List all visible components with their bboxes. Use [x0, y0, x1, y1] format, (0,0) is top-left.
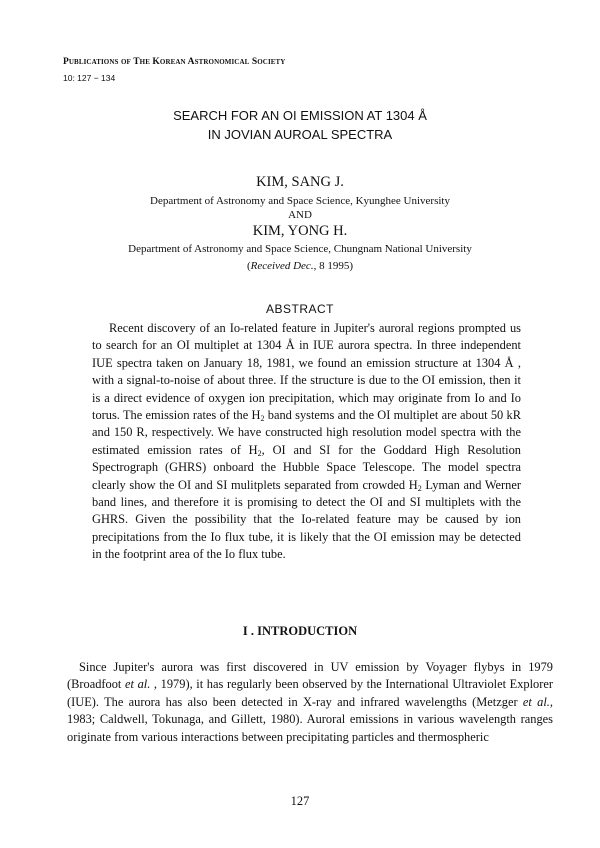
intro-text-2: , 1979), it has regularly been observed by the International Ultraviolet Explorer (IUE). The aurora has also been detected in X-ray and infrared wavelengths (Metzger: [67, 677, 554, 709]
subscript-2: 2: [257, 448, 262, 458]
abstract-text-3: , OI and SI for the Goddard High Resolution Spectrograph (GHRS) onboard the Hubble Space Telescope. The model spectra clearly show the OI and SI mulitplets separated from crowded H: [92, 442, 522, 492]
journal-name-part1: Publications of: [63, 57, 131, 67]
affiliation-2: Department of Astronomy and Space Science, Chungnam National University: [128, 243, 472, 255]
abstract-text-4: Lyman and Werner band lines, and therefore it is promising to detect the OI and SI multiplets with the GHRS. Given the possibility that the Io-related feature may be caused by ion precipitations from the Io flux tube, it is likely that the OI emission may be detected in the footprint area of the Io flux tube.: [92, 477, 521, 562]
section-heading-introduction: I . INTRODUCTION: [242, 624, 358, 638]
affiliation-1: Department of Astronomy and Space Science, Kyunghee University: [150, 195, 450, 207]
abstract-body: [92, 320, 521, 564]
abstract-text-1: Recent discovery of an Io-related feature in Jupiter's auroral regions prompted us to search for an OI multiplet at 1304 Å in IUE aurora spectra. In three independent IUE spectra taken on January 18, 1981, we found an emission structure at 1304 Å , with a signal-to-noise of about three. If the structure is due to the OI emission, then it is a direct evidence of oxygen ion precipitation, which may originate from Io and Io torus. The emission rates of the H: [92, 321, 521, 423]
et-al-1: et al.: [125, 677, 151, 692]
abstract-text-2: band systems and the OI multiplet are about 50 kR and 150 R, respectively. We have constructed high resolution model spectra with the estimated emission rates of H: [92, 408, 521, 457]
subscript-2: 2: [417, 483, 422, 493]
subscript-2: 2: [260, 414, 265, 424]
et-al-2: et al.: [522, 694, 550, 709]
intro-text-3: , 1983; Caldwell, Tokunaga, and Gillett, 1980). Auroral emissions in various wavelength ranges originate from various interactions between precipitating particles and thermospheric: [67, 694, 553, 744]
intro-text-1: Since Jupiter's aurora was first discovered in UV emission by Voyager flybys in 1979 (Broadfoot: [67, 660, 553, 692]
paper-title-line1: SEARCH FOR AN OI EMISSION AT 1304 Å: [173, 108, 427, 123]
abstract-heading: ABSTRACT: [265, 302, 334, 316]
journal-name-part2: The Korean Astronomical Society: [130, 57, 286, 67]
paper-title-line2: IN JOVIAN AUROAL SPECTRA: [207, 127, 393, 142]
page-range: 10: 127 − 134: [63, 73, 116, 83]
and-separator: AND: [288, 209, 312, 221]
journal-name: [63, 57, 285, 67]
author-2: KIM, YONG H.: [252, 223, 348, 239]
received-label: Received Dec.: [250, 260, 314, 272]
author-1: KIM, SANG J.: [256, 174, 344, 190]
received-date-value: , 8 1995: [313, 260, 350, 272]
page-number: 127: [290, 794, 310, 808]
received-date: (Received Dec., 8 1995): [247, 260, 353, 272]
introduction-body: [67, 659, 553, 746]
